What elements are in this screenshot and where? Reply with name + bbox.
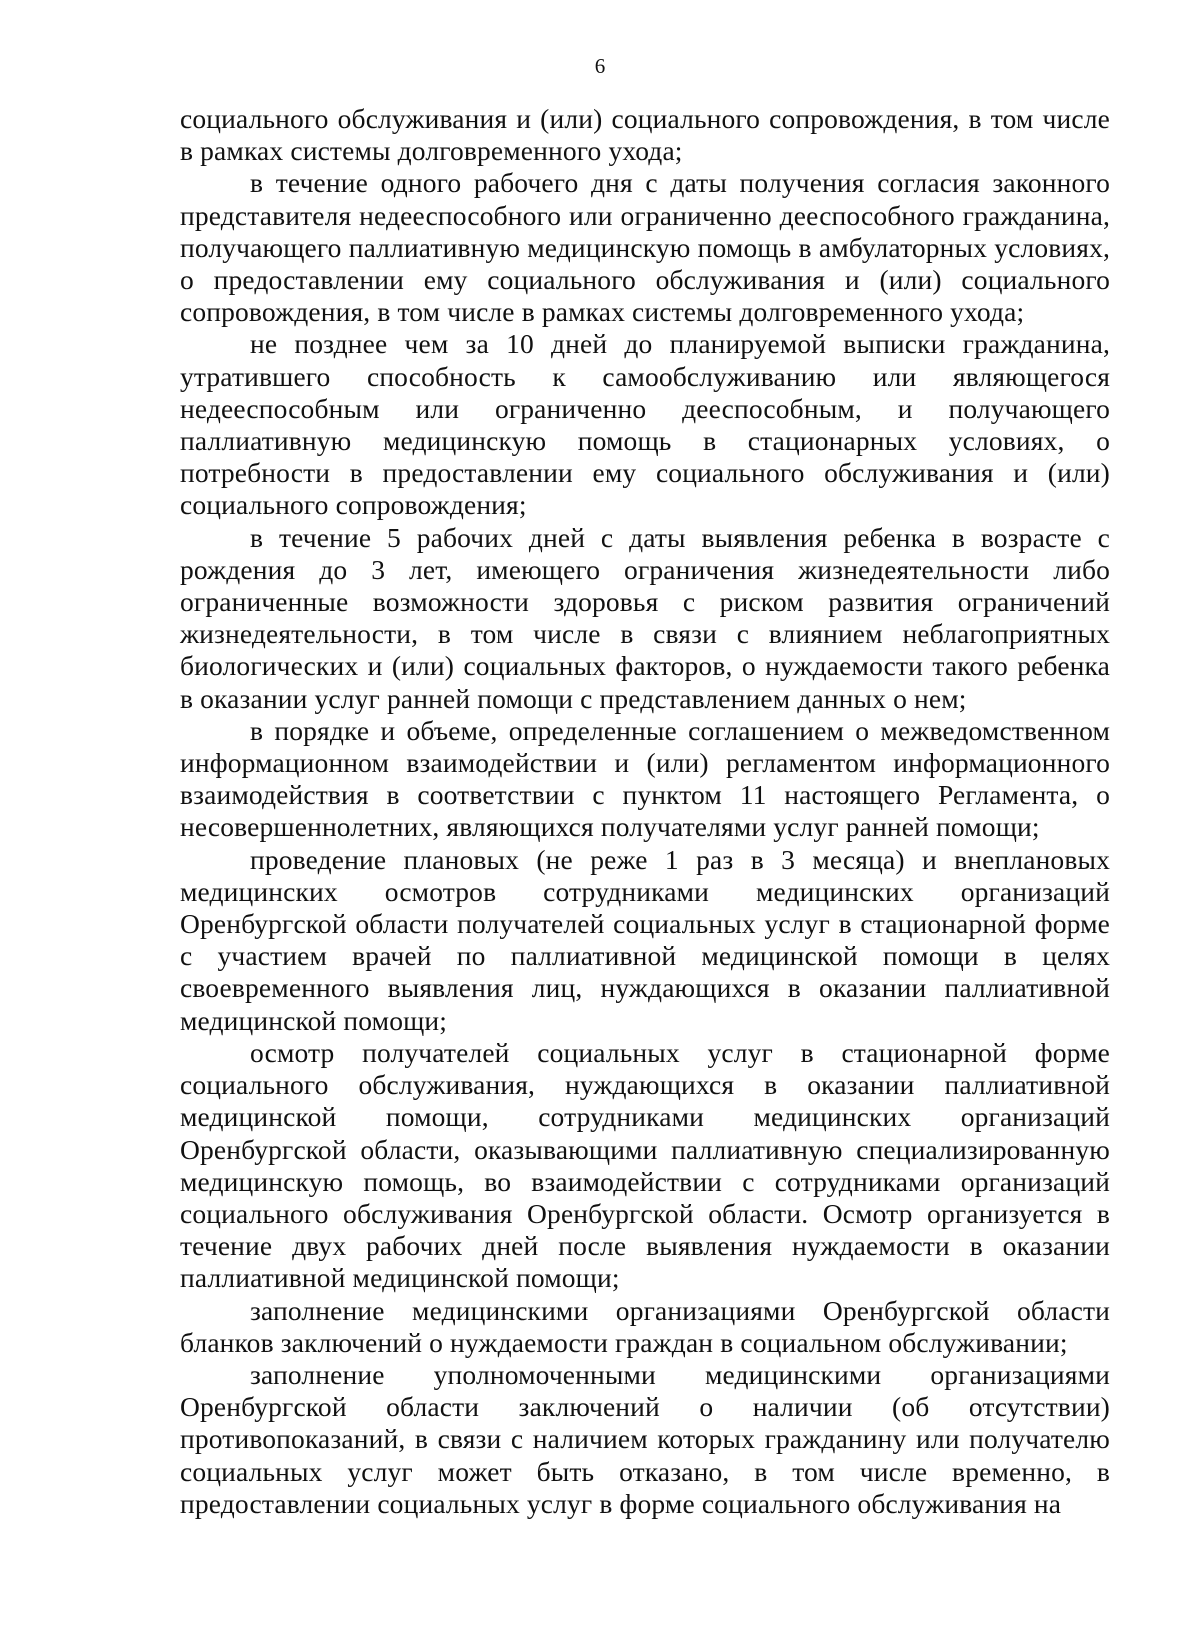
- document-body: [180, 103, 1110, 1520]
- page-number: 6: [594, 54, 606, 78]
- paragraph-continuation: социального обслуживания и (или) социального сопровождения, в том числе в рамках системы долговременного ухода;: [180, 103, 1110, 167]
- paragraph-child-early-help: в течение 5 рабочих дней с даты выявления ребенка в возрасте с рождения до 3 лет, имеющего ограничения жизнедеятельности либо ограниченные возможности здоровья с риском развития ограничений жизнедеятельности, в том числе в связи с влиянием неблагоприятных биологических и (или) социальных факторов, о нуждаемости такого ребенка в оказании услуг ранней помощи с представлением данных о нем;: [180, 521, 1110, 714]
- paragraph-need-conclusions: заполнение медицинскими организациями Оренбургской области бланков заключений о нуждаемости граждан в социальном обслуживании;: [180, 1294, 1110, 1358]
- paragraph-interagency-info: в порядке и объеме, определенные соглашением о межведомственном информационном взаимодействии и (или) регламентом информационного взаимодействия в соответствии с пунктом 11 настоящего Регламента, о несовершеннолетних, являющихся получателями услуг ранней помощи;: [180, 714, 1110, 843]
- paragraph-consent-deadline: в течение одного рабочего дня с даты получения согласия законного представителя недееспособного или ограниченно дееспособного гражданина, получающего паллиативную медицинскую помощь в амбулаторных условиях, о предоставлении ему социального обслуживания и (или) социального сопровождения, в том числе в рамках системы долговременного ухода;: [180, 167, 1110, 328]
- paragraph-contraindications: заполнение уполномоченными медицинскими организациями Оренбургской области заключений о наличии (об отсутствии) противопоказаний, в связи с наличием которых гражданину или получателю социальных услуг может быть отказано, в том числе временно, в предоставлении социальных услуг в форме социального обслуживания на: [180, 1358, 1110, 1519]
- paragraph-palliative-examination: осмотр получателей социальных услуг в стационарной форме социального обслуживания, нуждающихся в оказании паллиативной медицинской помощи, сотрудниками медицинских организаций Оренбургской области, оказывающими паллиативную специализированную медицинскую помощь, во взаимодействии с сотрудниками организаций социального обслуживания Оренбургской области. Осмотр организуется в течение двух рабочих дней после выявления нуждаемости в оказании паллиативной медицинской помощи;: [180, 1036, 1110, 1294]
- paragraph-planned-examinations: проведение плановых (не реже 1 раз в 3 месяца) и внеплановых медицинских осмотров сотрудниками медицинских организаций Оренбургской области получателей социальных услуг в стационарной форме с участием врачей по паллиативной медицинской помощи в целях своевременного выявления лиц, нуждающихся в оказании паллиативной медицинской помощи;: [180, 843, 1110, 1036]
- paragraph-discharge-notice: не позднее чем за 10 дней до планируемой выписки гражданина, утратившего способность к самообслуживанию или являющегося недееспособным или ограниченно дееспособным, и получающего паллиативную медицинскую помощь в стационарных условиях, о потребности в предоставлении ему социального обслуживания и (или) социального сопровождения;: [180, 328, 1110, 521]
